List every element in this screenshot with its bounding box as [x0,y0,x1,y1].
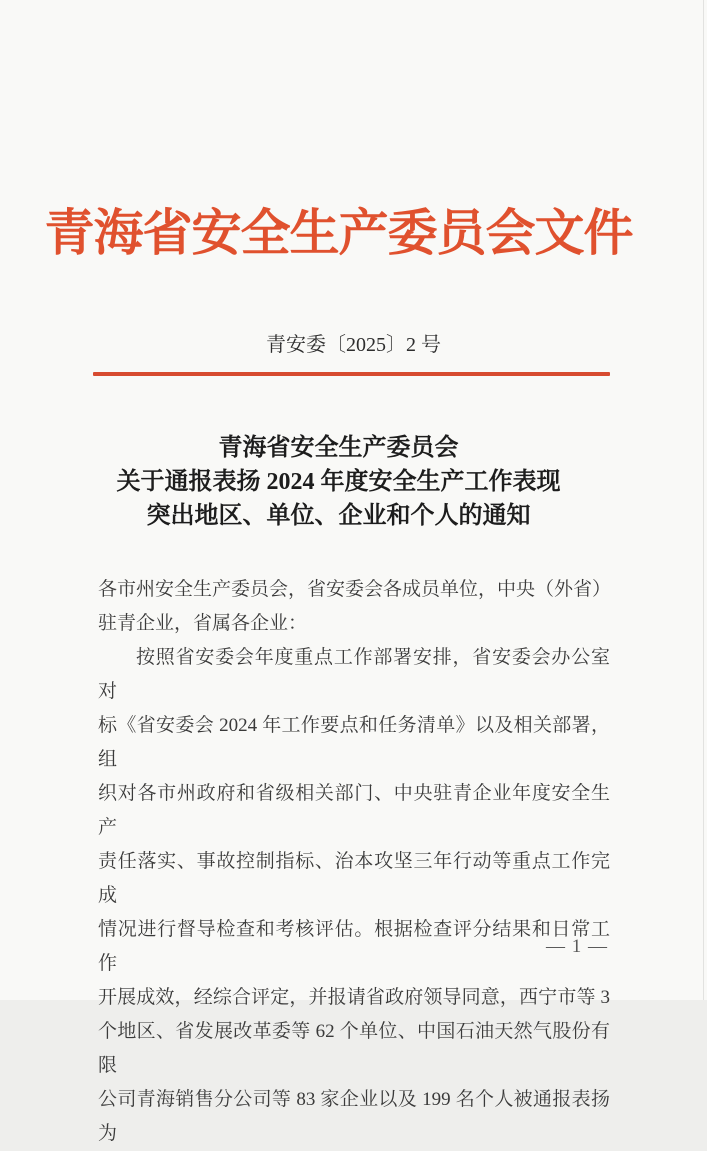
body-text-line: 驻青企业，省属各企业： [98,613,308,634]
body-text-line: 织对各市州政府和省级相关部门、中央驻青企业年度安全生产 [98,783,610,838]
document-org-title: 青海省安全生产委员会文件 [44,205,633,261]
page-number: — 1 — [546,936,608,957]
body-text-line: 个地区、省发展改革委等 62 个单位、中国石油天然气股份有限 [98,1021,610,1076]
red-divider-line [93,372,610,376]
body-text-line: 开展成效，经综合评定，并报请省政府领导同意，西宁市等 3 [98,987,610,1008]
document-title-line: 突出地区、单位、企业和个人的通知 [146,503,531,529]
document-title [60,431,617,533]
body-text-line: 各市州安全生产委员会，省安委会各成员单位，中央（外省） [98,579,612,600]
document-title-line: 青海省安全生产委员会 [218,435,459,461]
body-text-line: 按照省安委会年度重点工作部署安排，省安委会办公室对 [98,647,610,702]
body-text-line: 情况进行督导检查和考核评估。根据检查评分结果和日常工作 [98,919,610,974]
document-number: 青安委〔2025〕2 号 [266,334,441,356]
body-text-line: 标《省安委会 2024 年工作要点和任务清单》以及相关部署，组 [98,715,610,770]
body-text-line: 责任落实、事故控制指标、治本攻坚三年行动等重点工作完成 [98,851,610,906]
document-body [98,573,610,1151]
document-title-line: 关于通报表扬 2024 年度安全生产工作表现 [116,469,561,495]
body-text-line: 公司青海销售分公司等 83 家企业以及 199 名个人被通报表扬为 [98,1089,610,1144]
